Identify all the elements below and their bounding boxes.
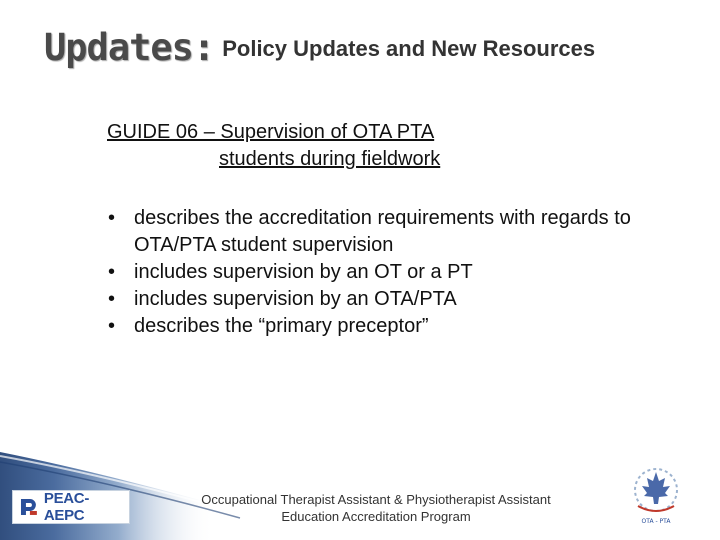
footer-line-1: Occupational Therapist Assistant & Physiotherapist Assistant xyxy=(201,492,551,507)
bullet-item: • includes supervision by an OTA/PTA xyxy=(108,286,668,313)
logo-text: PEAC-AEPC xyxy=(43,490,90,524)
bullet-item: • describes the accreditation requirements with regards to OTA/PTA student supervision xyxy=(108,205,668,259)
footer-text xyxy=(180,491,572,525)
peac-logo xyxy=(12,490,130,524)
title-subtitle: Policy Updates and New Resources xyxy=(222,36,596,61)
guide-line-2: students during fieldwork xyxy=(219,148,441,170)
bullet-list xyxy=(108,205,668,340)
title-main: Updates: xyxy=(44,26,215,69)
footer-line-2: Education Accreditation Program xyxy=(281,509,471,524)
peac-logo-icon xyxy=(18,496,40,518)
seal-caption: OTA - PTA xyxy=(641,518,671,525)
bullet-item: • includes supervision by an OT or a PT xyxy=(108,259,668,286)
guide-line-1: GUIDE 06 – Supervision of OTA PTA xyxy=(107,121,435,143)
guide-heading xyxy=(107,119,567,173)
slide-title xyxy=(44,26,595,69)
bullet-item: • describes the “primary preceptor” xyxy=(108,313,668,340)
maple-leaf-seal-icon xyxy=(628,462,684,528)
